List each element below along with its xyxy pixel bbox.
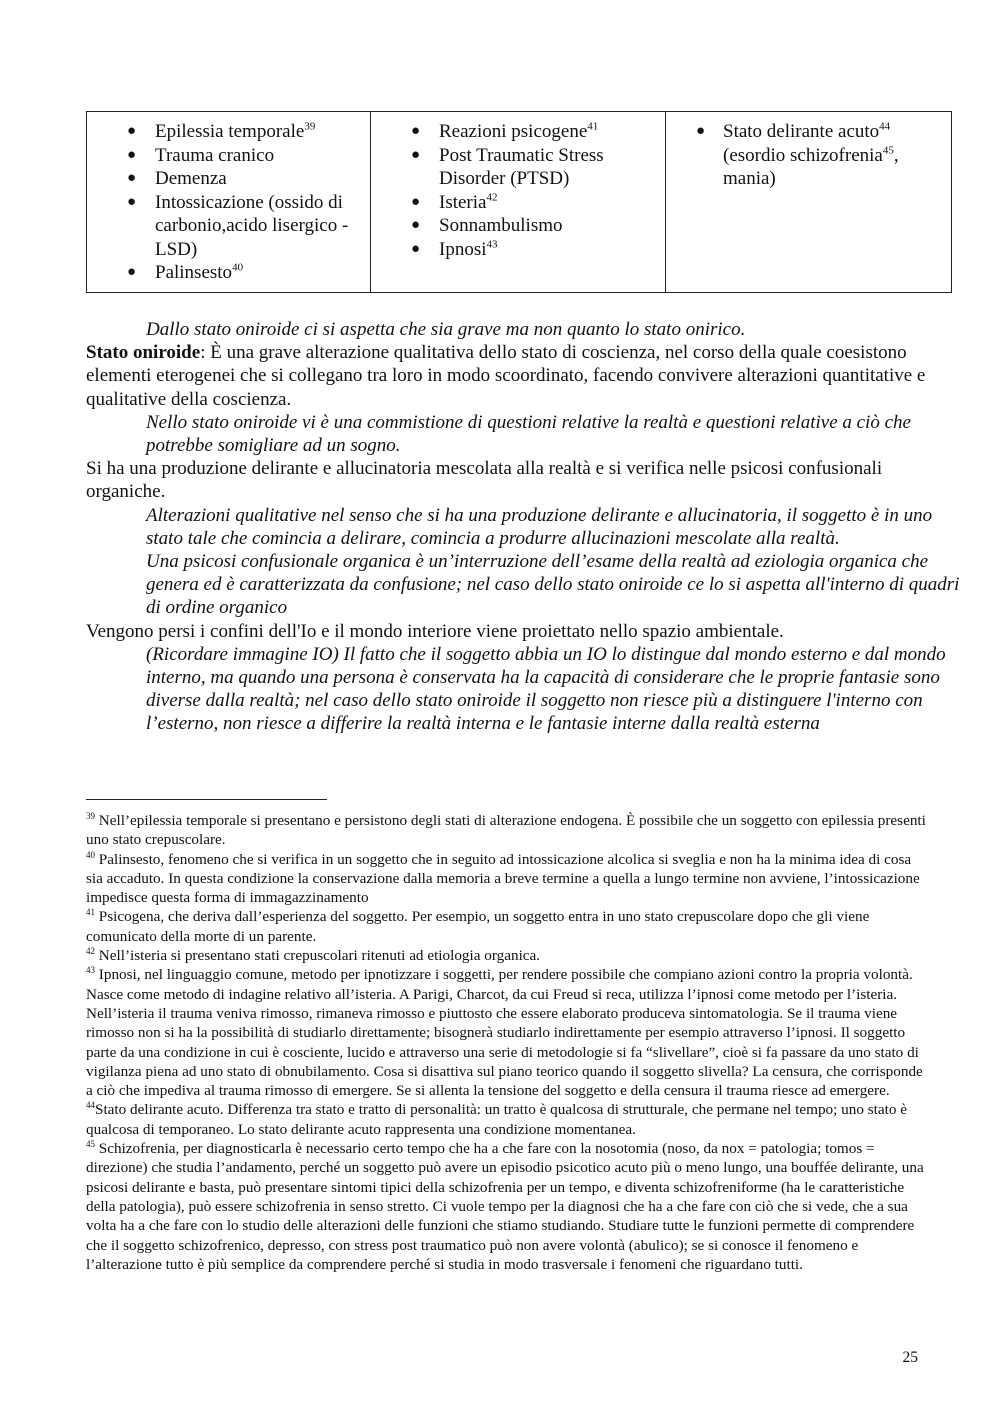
footnote-separator — [86, 799, 327, 800]
footnote-number: 42 — [86, 946, 95, 957]
bullet-list — [97, 120, 360, 285]
conditions-table — [86, 111, 952, 293]
italic-note: Una psicosi confusionale organica è un’interruzione dell’esame della realtà ad eziologia organica che genera ed è caratterizzata da confusione; nel caso dello stato oniroide ce lo si aspetta all'interno di quadri di ordine organico — [146, 551, 960, 619]
list-item: ● Ipnosi$^{43}$ — [381, 238, 655, 262]
footnote-ref: 39 — [304, 120, 316, 133]
footnote: $^{41}$ Psicogena, che deriva dall’esperienza del soggetto. Per esempio, un soggetto entra in uno stato crepuscolare dopo che gli viene comunicato della morte di un parente. — [86, 907, 870, 945]
body-text — [86, 318, 966, 736]
paragraph: Vengono persi i confini dell'Io e il mondo interiore viene proiettato nello spazio ambientale. — [86, 620, 784, 642]
list-item: ● Post Traumatic Stress Disorder (PTSD) — [381, 144, 655, 191]
footnote-number: 44 — [86, 1100, 95, 1111]
italic-note: Alterazioni qualitative nel senso che si ha una produzione delirante e allucinatoria, il soggetto è in uno stato tale che comincia a delirare, comincia a produrre allucinazioni mescolate alla realtà. — [146, 504, 933, 549]
page-number: 25 — [902, 1349, 918, 1366]
footnote-ref: 43 — [486, 238, 498, 251]
list-item: ● Sonnambulismo — [381, 214, 655, 238]
list-item: ● Epilessia temporale$^{39}$ — [97, 120, 360, 144]
bullet-list — [676, 120, 941, 191]
footnote-number: 40 — [86, 849, 95, 860]
table-cell-organic — [87, 112, 371, 293]
footnote-ref: 40 — [232, 261, 244, 274]
footnote-number: 43 — [86, 965, 95, 976]
paragraph: Stato oniroide: È una grave alterazione qualitativa dello stato di coscienza, nel corso della quale coesistono elementi eterogenei che si collegano tra loro in modo scoordinato, facendo convivere alterazioni quantitative e qualitative della coscienza. — [86, 342, 926, 410]
footnote-ref: 45 — [882, 144, 894, 157]
table-cell-psychogenic — [371, 112, 666, 293]
list-item: ● Isteria$^{42}$ — [381, 191, 655, 215]
footnote: $^{40}$ Palinsesto, fenomeno che si verifica in un soggetto che in seguito ad intossicazione alcolica si sveglia e non ha la minima idea di cosa sia accaduto. In questa condizione la conservazione dalla memoria a breve termine a quella a lungo termine non avviene, l’intossicazione impedisce questa forma di immagazzinamento — [86, 849, 920, 907]
paragraph: Si ha una produzione delirante e allucinatoria mescolata alla realtà e si verifica nelle psicosi confusionali organiche. — [86, 458, 883, 503]
footnote-ref: 44 — [879, 120, 891, 133]
footnotes — [86, 811, 926, 1274]
footnote: $^{39}$ Nell’epilessia temporale si presentano e persistono degli stati di alterazione endogena. È possibile che un soggetto con epilessia presenti uno stato crepuscolare. — [86, 810, 926, 849]
footnote: $^{44}$Stato delirante acuto. Differenza tra stato e tratto di personalità: un tratto è qualcosa di strutturale, che permane nel tempo; uno stato è qualcosa di temporaneo. Lo stato delirante acuto rappresenta una condizione momentanea. — [86, 1100, 907, 1138]
footnote: $^{45}$ Schizofrenia, per diagnosticarla è necessario certo tempo che ha a che fare con la nosotomia (noso, da nox = patologia; tomos = direzione) che studia l’andamento, perché un soggetto può avere un episodio psicotico acuto più o meno lungo, una bouffée delirante, una psicosi delirante e basta, può presentare sintomi tipici della schizofrenia per un tempo, e diventa schizofreniforme (ha le caratteristiche della patologia), può essere schizofrenia in senso stretto. Ci vuole tempo per la diagnosi che ha a che fare con ciò che si vede, che a sua volta ha a che fare con lo studio delle alterazioni delle funzioni che stiamo studiando. Studiare tutte le funzioni permette di comprendere che il soggetto schizofrenico, depresso, con stress post traumatico può non avere volontà (abulico); se si conosce il fenomeno e l’alterazione tutto è più semplice da comprendere perché si studia in modo trasversale i fenomeni che riguardano tutti. — [86, 1138, 924, 1273]
footnote: $^{43}$ Ipnosi, nel linguaggio comune, metodo per ipnotizzare i soggetti, per rendere possibile che compiano azioni contro la propria volontà. Nasce come metodo di indagine relativo all’isteria. A Parigi, Charcot, da cui Freud si reca, utilizza l’ipnosi come metodo per l’isteria. Nell’isteria il trauma veniva rimosso, rimaneva rimosso e piuttosto che essere elaborato produceva sintomatologia. Se il trauma viene rimosso non si ha la possibilità di studiarlo direttamente; bisognerà studiarlo indirettamente per esempio attraverso l’ipnosi. Il soggetto parte da una condizione in cui è cosciente, lucido e attraverso una serie di metodologie si fa “slivellare”, cioè si fa passare da uno stato di vigilanza piena ad uno stato di obnubilamento. Cosa si disattiva sul piano teorico quando il soggetto slivella? La censura, che corrisponde a ciò che impediva al trauma rimosso di emergere. Se si allenta la tensione del soggetto e della censura il trauma riesce ad emergere. — [86, 965, 923, 1100]
footnote-ref: 42 — [486, 191, 498, 204]
bullet-list — [381, 120, 655, 261]
italic-note: (Ricordare immagine IO) Il fatto che il soggetto abbia un IO lo distingue dal mondo esterno e dal mondo interno, ma quando una persona è conservata ha la capacità di considerare che le proprie fantasie sono diverse dalla realtà; nel caso dello stato oniroide il soggetto non riesce più a distinguere l'interno con l’esterno, non riesce a differire la realtà interna e le fantasie interne dalla realtà esterna — [146, 643, 946, 735]
list-item: ● Trauma cranico — [97, 144, 360, 168]
list-item: ● Reazioni psicogene$^{41}$ — [381, 120, 655, 144]
list-item: ● Demenza — [97, 167, 360, 191]
list-item: ● Intossicazione (ossido di carbonio,acido lisergico -LSD) — [97, 191, 360, 262]
term-heading: Stato oniroide — [86, 342, 201, 364]
italic-note: Dallo stato oniroide ci si aspetta che sia grave ma non quanto lo stato onirico. — [146, 319, 746, 340]
list-item: ● Stato delirante acuto$^{44}$ (esordio schizofrenia$^{45}$, mania) — [676, 120, 941, 191]
table-cell-acute — [666, 112, 952, 293]
footnote-number: 45 — [86, 1138, 95, 1149]
italic-note: Nello stato oniroide vi è una commistione di questioni relative la realtà e questioni relative a ciò che potrebbe somigliare ad un sogno. — [146, 411, 911, 457]
footnote-number: 41 — [86, 907, 95, 918]
footnote-number: 39 — [86, 810, 95, 821]
list-item: ● Palinsesto$^{40}$ — [97, 261, 360, 285]
footnote: $^{42}$ Nell’isteria si presentano stati crepuscolari ritenuti ad etiologia organica. — [86, 946, 541, 965]
footnote-ref: 41 — [587, 120, 599, 133]
